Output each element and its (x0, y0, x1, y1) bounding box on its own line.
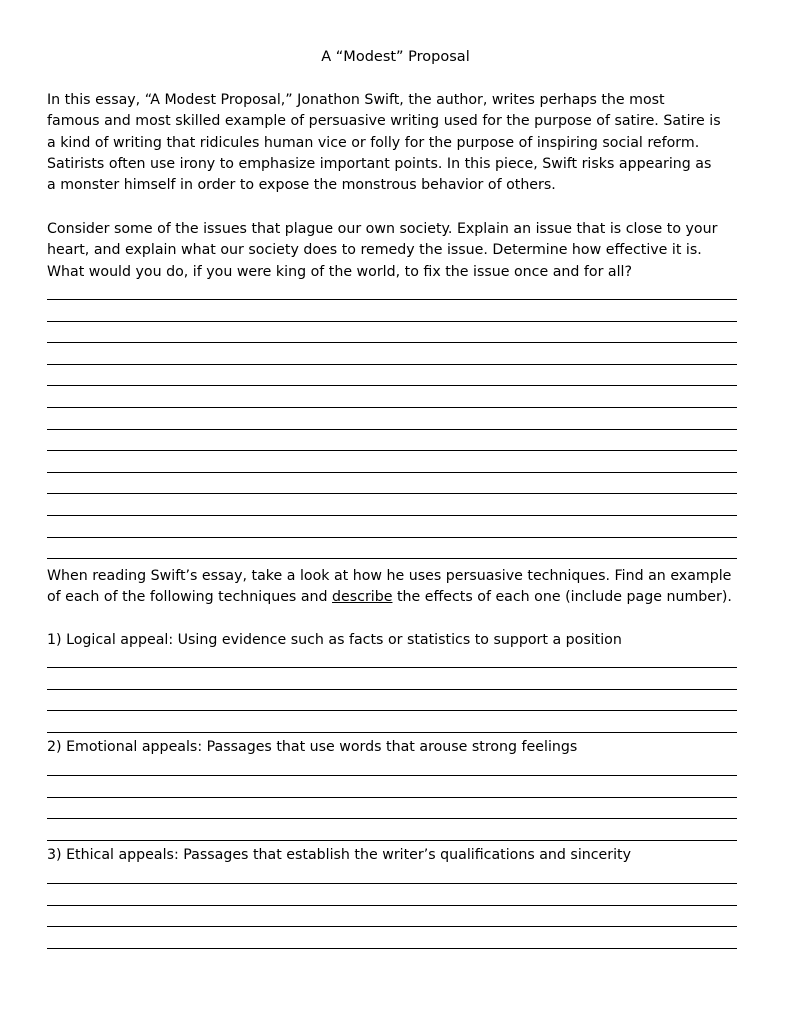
techniques-text: of each of the following techniques and (47, 589, 333, 606)
answer-line[interactable] (47, 342, 737, 343)
answer-line[interactable] (47, 883, 737, 884)
intro-paragraph (47, 90, 747, 196)
underlined-word: describe (332, 589, 393, 606)
answer-line[interactable] (47, 689, 737, 690)
prompt-paragraph (47, 219, 747, 283)
techniques-line (47, 587, 747, 608)
answer-line[interactable] (47, 905, 737, 906)
answer-line[interactable] (47, 926, 737, 927)
answer-line[interactable] (47, 558, 737, 559)
answer-line[interactable] (47, 732, 737, 733)
answer-line[interactable] (47, 818, 737, 819)
intro-line: famous and most skilled example of persuasive writing used for the purpose of satire. Satire is (47, 113, 721, 130)
answer-line[interactable] (47, 537, 737, 538)
intro-line: In this essay, “A Modest Proposal,” Jonathon Swift, the author, writes perhaps the most (47, 92, 665, 108)
answer-line[interactable] (47, 299, 737, 300)
answer-line[interactable] (47, 385, 737, 386)
answer-line[interactable] (47, 493, 737, 494)
answer-line[interactable] (47, 515, 737, 516)
prompt-line: Consider some of the issues that plague our own society. Explain an issue that is close to your (47, 221, 718, 237)
answer-line[interactable] (47, 667, 737, 668)
answer-line[interactable] (47, 450, 737, 451)
answer-line[interactable] (47, 710, 737, 711)
answer-line[interactable] (47, 472, 737, 473)
prompt-line: What would you do, if you were king of the world, to fix the issue once and for all? (47, 263, 633, 280)
answer-line[interactable] (47, 797, 737, 798)
intro-line: a kind of writing that ridicules human vice or folly for the purpose of inspiring social reform. (47, 134, 700, 151)
intro-line: a monster himself in order to expose the monstrous behavior of others. (47, 177, 556, 194)
answer-line[interactable] (47, 775, 737, 776)
answer-line[interactable] (47, 407, 737, 408)
answer-line[interactable] (47, 948, 737, 949)
prompt-line: heart, and explain what our society does to remedy the issue. Determine how effective it is. (47, 242, 702, 259)
answer-line[interactable] (47, 321, 737, 322)
question-3-label: 3) Ethical appeals: Passages that establish the writer’s qualifications and sincerity (47, 847, 632, 863)
answer-line[interactable] (47, 840, 737, 841)
techniques-text: the effects of each one (include page number). (392, 589, 732, 606)
techniques-intro (47, 566, 747, 609)
intro-line: Satirists often use irony to emphasize important points. In this piece, Swift risks appearing as (47, 155, 712, 172)
question-2-label: 2) Emotional appeals: Passages that use words that arouse strong feelings (47, 739, 578, 755)
question-1-label: 1) Logical appeal: Using evidence such as facts or statistics to support a position (47, 632, 622, 648)
answer-line[interactable] (47, 364, 737, 365)
answer-line[interactable] (47, 429, 737, 430)
techniques-line: When reading Swift’s essay, take a look at how he uses persuasive techniques. Find an example (47, 568, 732, 584)
page-title: A “Modest” Proposal (321, 49, 470, 65)
